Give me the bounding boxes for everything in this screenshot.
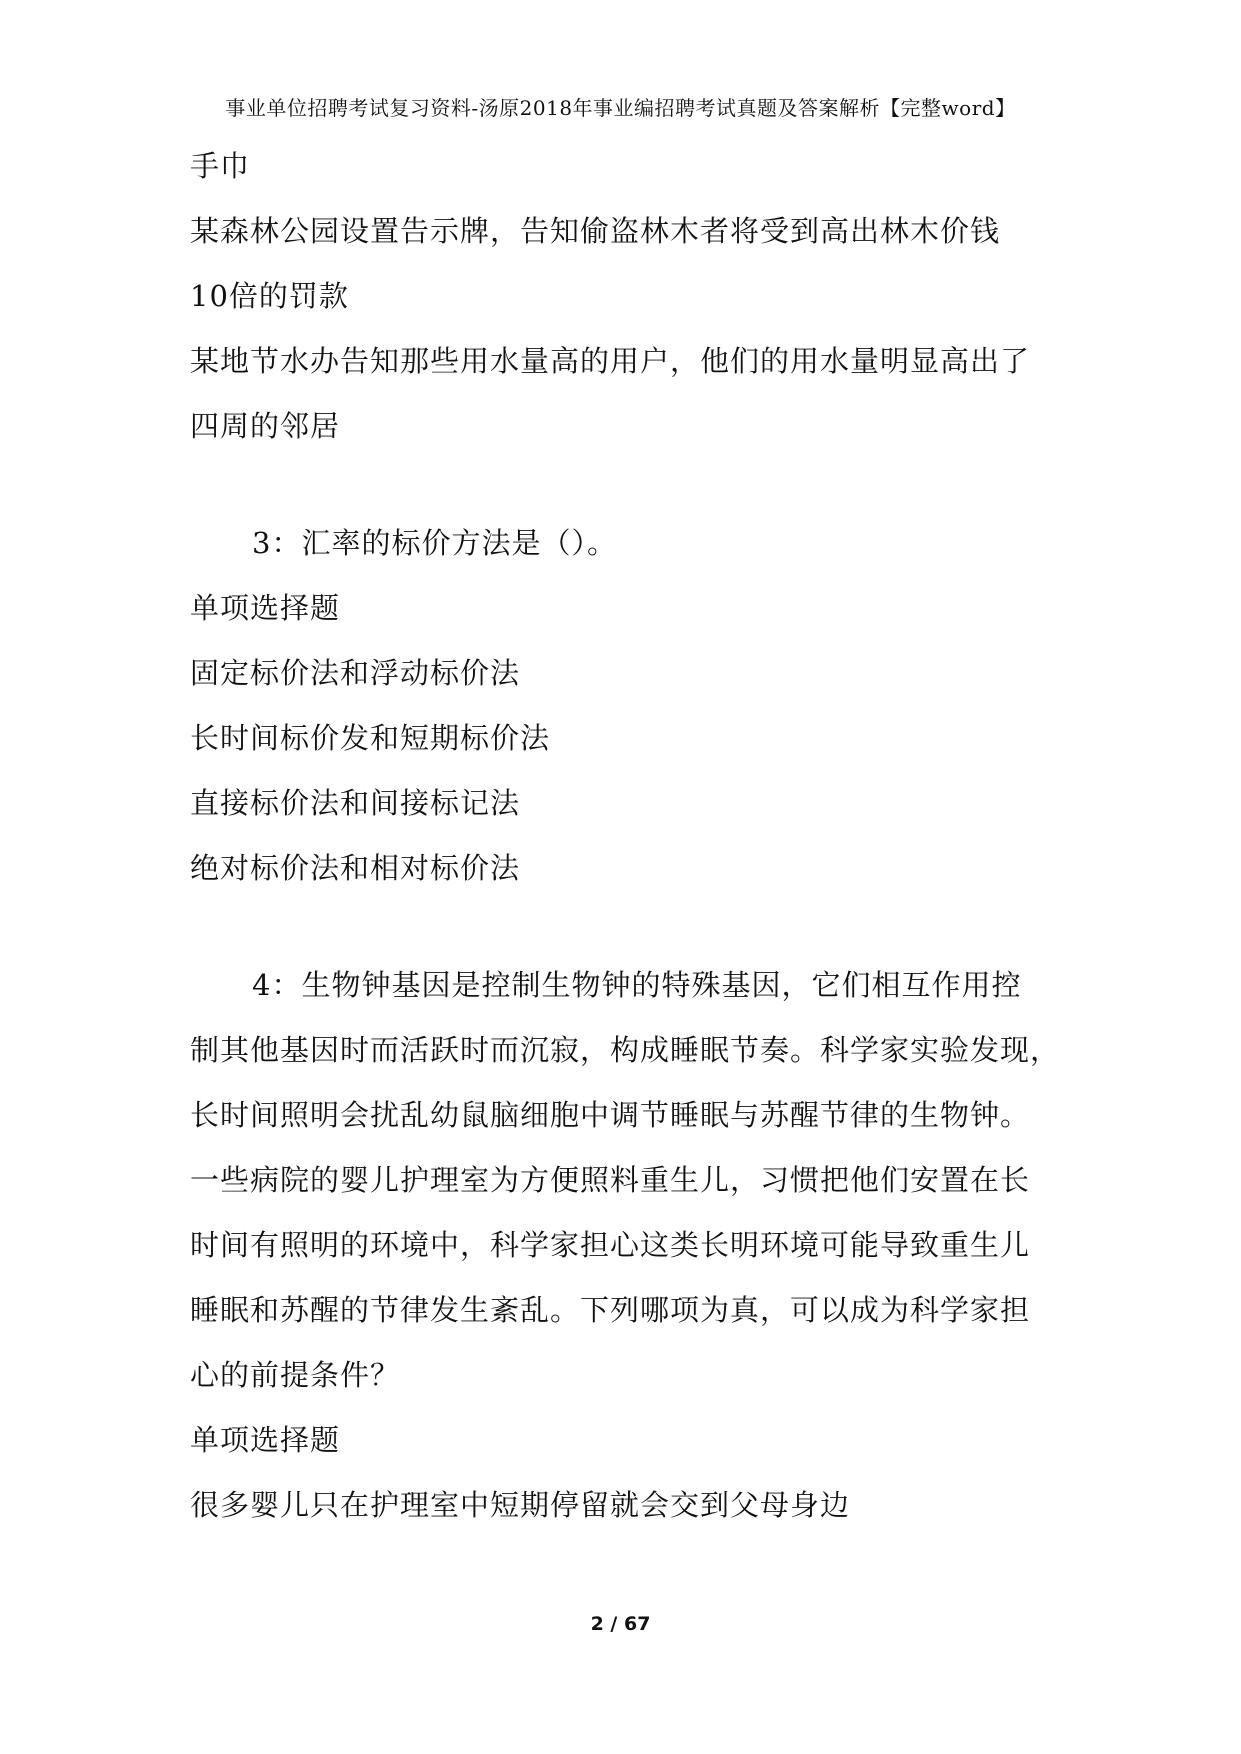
option-text: 手巾	[190, 149, 251, 183]
question-3-stem: 3：汇率的标价方法是（）。	[252, 526, 617, 560]
option-text: 四周的邻居	[190, 409, 341, 443]
question-3-option: 直接标价法和间接标记法	[190, 786, 521, 820]
document-body	[190, 134, 1080, 1538]
option-text: 某地节水办告知那些用水量高的用户，他们的用水量明显高出了	[190, 344, 1031, 378]
question-3-type: 单项选择题	[190, 591, 341, 625]
paragraph-gap	[190, 901, 1080, 953]
question-4-stem-line: 一些病院的婴儿护理室为方便照料重生儿，习惯把他们安置在长	[190, 1163, 1031, 1197]
question-4-stem-line: 睡眠和苏醒的节律发生紊乱。下列哪项为真，可以成为科学家担	[190, 1293, 1031, 1327]
question-4-stem-line: 制其他基因时而活跃时而沉寂，构成睡眠节奏。科学家实验发现，	[190, 1033, 1061, 1067]
paragraph-gap	[190, 459, 1080, 511]
question-4-stem-line: 心的前提条件？	[190, 1358, 401, 1392]
question-4-stem-line: 4：生物钟基因是控制生物钟的特殊基因，它们相互作用控	[252, 968, 1022, 1002]
question-4-type: 单项选择题	[190, 1423, 341, 1457]
option-text: 某森林公园设置告示牌，告知偷盗林木者将受到高出林木价钱	[190, 214, 1001, 248]
document-header: 事业单位招聘考试复习资料-汤原2018年事业编招聘考试真题及答案解析【完整word】	[225, 96, 1016, 120]
question-3-option: 绝对标价法和相对标价法	[190, 851, 521, 885]
page-number: 2 / 67	[590, 1613, 651, 1635]
question-3-option: 长时间标价发和短期标价法	[190, 721, 551, 755]
question-4-option: 很多婴儿只在护理室中短期停留就会交到父母身边	[190, 1488, 851, 1522]
question-4-stem-line: 长时间照明会扰乱幼鼠脑细胞中调节睡眠与苏醒节律的生物钟。	[190, 1098, 1031, 1132]
option-text: 10倍的罚款	[190, 279, 349, 313]
question-3-option: 固定标价法和浮动标价法	[190, 656, 521, 690]
question-4-stem-line: 时间有照明的环境中，科学家担心这类长明环境可能导致重生儿	[190, 1228, 1031, 1262]
